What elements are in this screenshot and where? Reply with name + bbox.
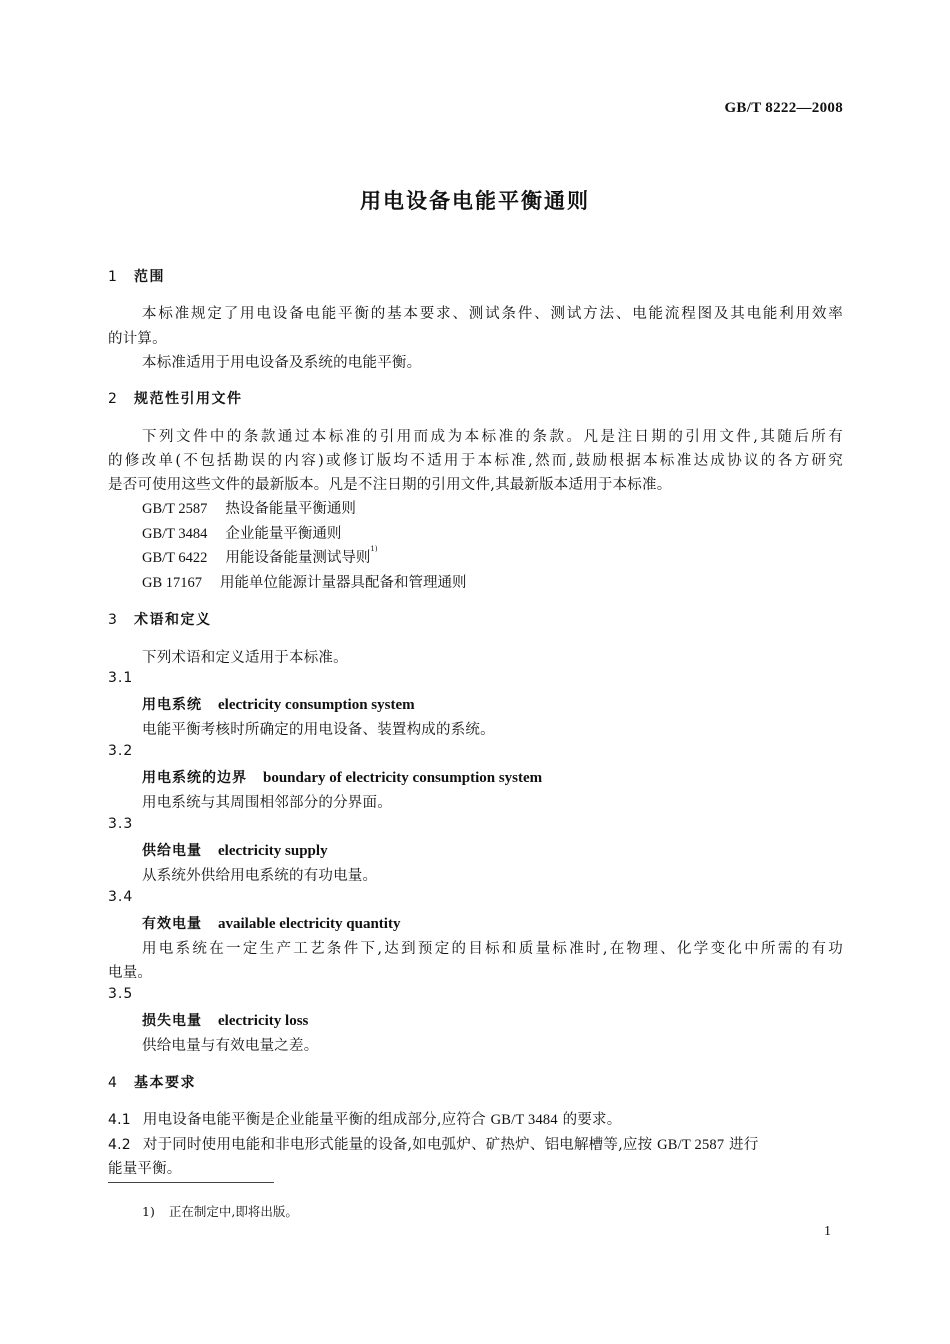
reference-code: GB/T 3484 <box>490 1112 558 1128</box>
term-number: 3.5 <box>108 986 134 1002</box>
clause-4-2 <box>108 1133 843 1154</box>
paragraph-line: 本标准规定了用电设备电能平衡的基本要求、测试条件、测试方法、电能流程图及其电能利用效率 <box>142 306 843 322</box>
term-heading <box>142 913 400 933</box>
reference-item <box>142 522 341 543</box>
footnote <box>142 1202 298 1220</box>
section-number: 2 <box>108 391 119 407</box>
reference-title: 用能设备能量测试导则 <box>225 550 371 566</box>
clause-text: 用电设备电能平衡是企业能量平衡的组成部分,应符合 <box>142 1112 486 1128</box>
footnote-text: 正在制定中,即将出版。 <box>168 1204 298 1219</box>
reference-item <box>142 497 356 518</box>
term-name-zh: 损失电量 <box>142 1013 202 1029</box>
paragraph-line: 下列文件中的条款通过本标准的引用而成为本标准的条款。凡是注日期的引用文件,其随后所有 <box>142 429 843 445</box>
term-definition: 电能平衡考核时所确定的用电设备、装置构成的系统。 <box>142 722 495 738</box>
footnote-marker: 1) <box>370 545 378 553</box>
reference-code: GB/T 3484 <box>142 526 208 542</box>
term-name-en: electricity consumption system <box>218 697 415 713</box>
term-name-en: available electricity quantity <box>218 916 401 932</box>
term-name-zh: 有效电量 <box>142 916 202 932</box>
term-definition: 用电系统在一定生产工艺条件下,达到预定的目标和质量标准时,在物理、化学变化中所需的有功 <box>142 941 843 957</box>
reference-code: GB/T 6422 <box>142 550 208 566</box>
term-number: 3.3 <box>108 816 134 832</box>
footnote-divider <box>108 1182 274 1183</box>
term-number: 3.2 <box>108 743 134 759</box>
clause-number: 4.2 <box>108 1137 131 1153</box>
term-heading <box>142 694 415 714</box>
term-heading <box>142 767 542 787</box>
document-title: 用电设备电能平衡通则 <box>360 189 590 213</box>
section-title: 基本要求 <box>134 1075 196 1091</box>
section-number: 3 <box>108 612 119 628</box>
reference-item <box>142 571 467 592</box>
page-number: 1 <box>824 1224 831 1239</box>
term-name-en: electricity loss <box>218 1013 309 1029</box>
clause-text: 能量平衡。 <box>108 1161 182 1177</box>
term-name-en: boundary of electricity consumption system <box>263 770 543 786</box>
paragraph-line: 的计算。 <box>108 331 167 347</box>
section-title: 规范性引用文件 <box>134 391 243 407</box>
section-title: 术语和定义 <box>134 612 212 628</box>
section-3-heading <box>108 609 212 629</box>
term-number: 3.4 <box>108 889 134 905</box>
reference-code: GB/T 2587 <box>657 1137 725 1153</box>
term-name-zh: 用电系统的边界 <box>142 770 247 786</box>
term-number: 3.1 <box>108 670 134 686</box>
section-4-heading <box>108 1072 196 1092</box>
reference-title: 企业能量平衡通则 <box>225 526 342 542</box>
standard-code: GB/T 8222—2008 <box>724 100 843 116</box>
section-number: 4 <box>108 1075 119 1091</box>
term-name-en: electricity supply <box>218 843 328 859</box>
clause-text: 的要求。 <box>562 1112 622 1128</box>
term-heading <box>142 1010 308 1030</box>
term-definition: 从系统外供给用电系统的有功电量。 <box>142 868 378 884</box>
paragraph-line: 的修改单(不包括勘误的内容)或修订版均不适用于本标准,然而,鼓励根据本标准达成协议的各方研究 <box>108 453 843 469</box>
paragraph: 下列术语和定义适用于本标准。 <box>142 650 348 666</box>
term-name-zh: 供给电量 <box>142 843 202 859</box>
term-definition: 用电系统与其周围相邻部分的分界面。 <box>142 795 392 811</box>
reference-code: GB 17167 <box>142 575 203 591</box>
term-heading <box>142 840 328 860</box>
section-1-heading <box>108 266 165 286</box>
paragraph: 本标准适用于用电设备及系统的电能平衡。 <box>142 355 422 371</box>
section-title: 范围 <box>134 269 165 285</box>
section-2-heading <box>108 388 243 408</box>
reference-item <box>142 546 378 567</box>
term-definition: 电量。 <box>108 965 153 981</box>
term-definition: 供给电量与有效电量之差。 <box>142 1038 319 1054</box>
section-number: 1 <box>108 269 119 285</box>
reference-title: 用能单位能源计量器具配备和管理通则 <box>220 575 467 591</box>
footnote-marker: 1) <box>142 1204 155 1219</box>
paragraph-line: 是否可使用这些文件的最新版本。凡是不注日期的引用文件,其最新版本适用于本标准。 <box>108 477 672 493</box>
reference-code: GB/T 2587 <box>142 501 208 517</box>
reference-title: 热设备能量平衡通则 <box>225 501 356 517</box>
clause-4-1 <box>108 1108 621 1129</box>
term-name-zh: 用电系统 <box>142 697 202 713</box>
clause-number: 4.1 <box>108 1112 131 1128</box>
clause-text: 对于同时使用电能和非电形式能量的设备,如电弧炉、矿热炉、铝电解槽等,应按 <box>142 1137 653 1153</box>
clause-text: 进行 <box>729 1137 759 1153</box>
